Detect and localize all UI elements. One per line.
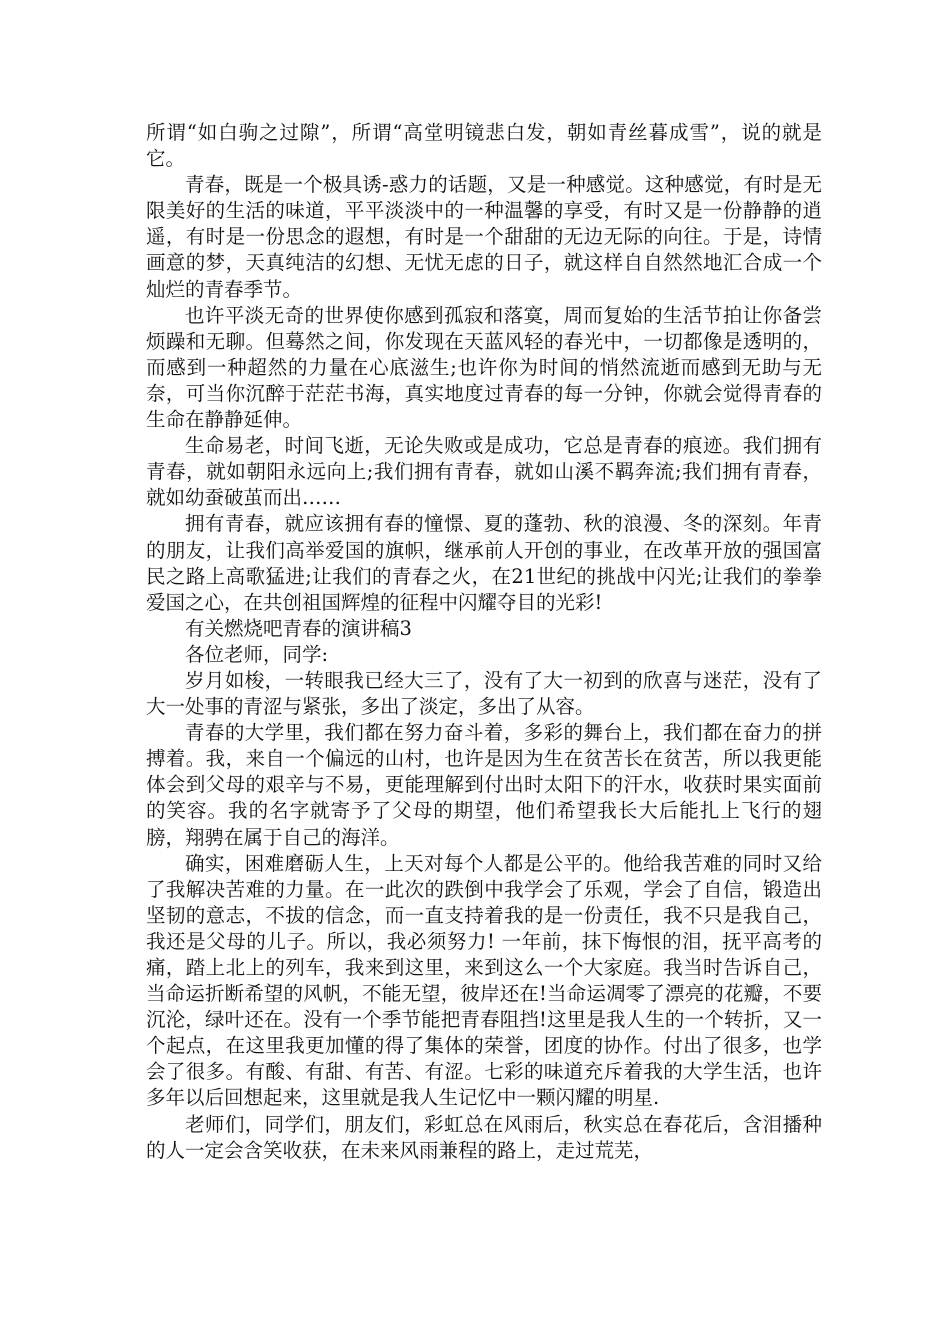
paragraph-4: 生命易老，时间飞逝，无论失败或是成功，它总是青春的痕迹。我们拥有青春，就如朝阳永远向上;我们拥有青春，就如山溪不羁奔流;我们拥有青春，就如幼蚕破茧而出……	[146, 434, 822, 510]
paragraph-2: 青春，既是一个极具诱-惑力的话题，又是一种感觉。这种感觉，有时是无限美好的生活的味道，平平淡淡中的一种温馨的享受，有时又是一份静静的逍遥，有时是一份思念的遐想，有时是一个甜甜的无边无际的向往。于是，诗情画意的梦，天真纯洁的幻想、无忧无虑的日子，就这样自自然然地汇合成一个灿烂的青春季节。	[146, 173, 822, 301]
greeting: 各位老师，同学:	[185, 642, 329, 666]
paragraph-5: 拥有青春，就应该拥有春的憧憬、夏的蓬勃、秋的浪漫、冬的深刻。年青的朋友，让我们高举爱国的旗帜，继承前人开创的事业，在改革开放的强国富民之路上高歌猛进;让我们的青春之火，在21世纪的挑战中闪光;让我们的拳拳爱国之心，在共创祖国辉煌的征程中闪耀夺目的光彩!	[146, 512, 822, 614]
paragraph-9: 老师们，同学们，朋友们，彩虹总在风雨后，秋实总在春花后，含泪播种的人一定会含笑收获，在未来风雨兼程的路上，走过荒芜，	[146, 1112, 822, 1162]
paragraph-1: 所谓“如白驹之过隙”，所谓“高堂明镜悲白发，朝如青丝暮成雪”，说的就是它。	[146, 121, 822, 171]
paragraph-3: 也许平淡无奇的世界使你感到孤寂和落寞，周而复始的生活节拍让你备尝烦躁和无聊。但蓦然之间，你发现在天蓝风轻的春光中，一切都像是透明的，而感到一种超然的力量在心底滋生;也许你为时间的悄然流逝而感到无助与无奈，可当你沉醉于茫茫书海，真实地度过青春的每一分钟，你就会觉得青春的生命在静静延伸。	[146, 303, 822, 432]
document-page	[146, 120, 822, 1164]
paragraph-6: 岁月如梭，一转眼我已经大三了，没有了大一初到的欣喜与迷茫，没有了大一处事的青涩与紧张，多出了淡定，多出了从容。	[146, 668, 822, 719]
section-heading: 有关燃烧吧青春的演讲稿3	[185, 616, 412, 640]
paragraph-8: 确实，困难磨砺人生，上天对每个人都是公平的。他给我苦难的同时又给了我解决苦难的力量。在一此次的跌倒中我学会了乐观，学会了自信，锻造出坚韧的意志，不拔的信念，而一直支持着我的是一份责任，我不只是我自己，我还是父母的儿子。所以，我必须努力! 一年前，抹下悔恨的泪，抚平高考的痛，踏上北上的列车，我来到这里，来到这么一个大家庭。我当时告诉自己，当命运折断希望的风帆，不能无望，彼岸还在!当命运凋零了漂亮的花瓣，不要沉沦，绿叶还在。没有一个季节能把青春阻挡!这里是我人生的一个转折，又一个起点，在这里我更加懂的得了集体的荣誉，团度的协作。付出了很多，也学会了很多。有酸、有甜、有苦、有涩。七彩的味道充斥着我的大学生活，也许多年以后回想起来，这里就是我人生记忆中一颗闪耀的明星.	[146, 851, 822, 1110]
paragraph-7: 青春的大学里，我们都在努力奋斗着，多彩的舞台上，我们都在奋力的拼搏着。我，来自一个偏远的山村，也许是因为生在贫苦长在贫苦，所以我更能体会到父母的艰辛与不易，更能理解到付出时太阳下的汗水，收获时果实面前的笑容。我的名字就寄予了父母的期望，他们希望我长大后能扎上飞行的翅膀，翔骋在属于自己的海洋。	[146, 721, 822, 849]
